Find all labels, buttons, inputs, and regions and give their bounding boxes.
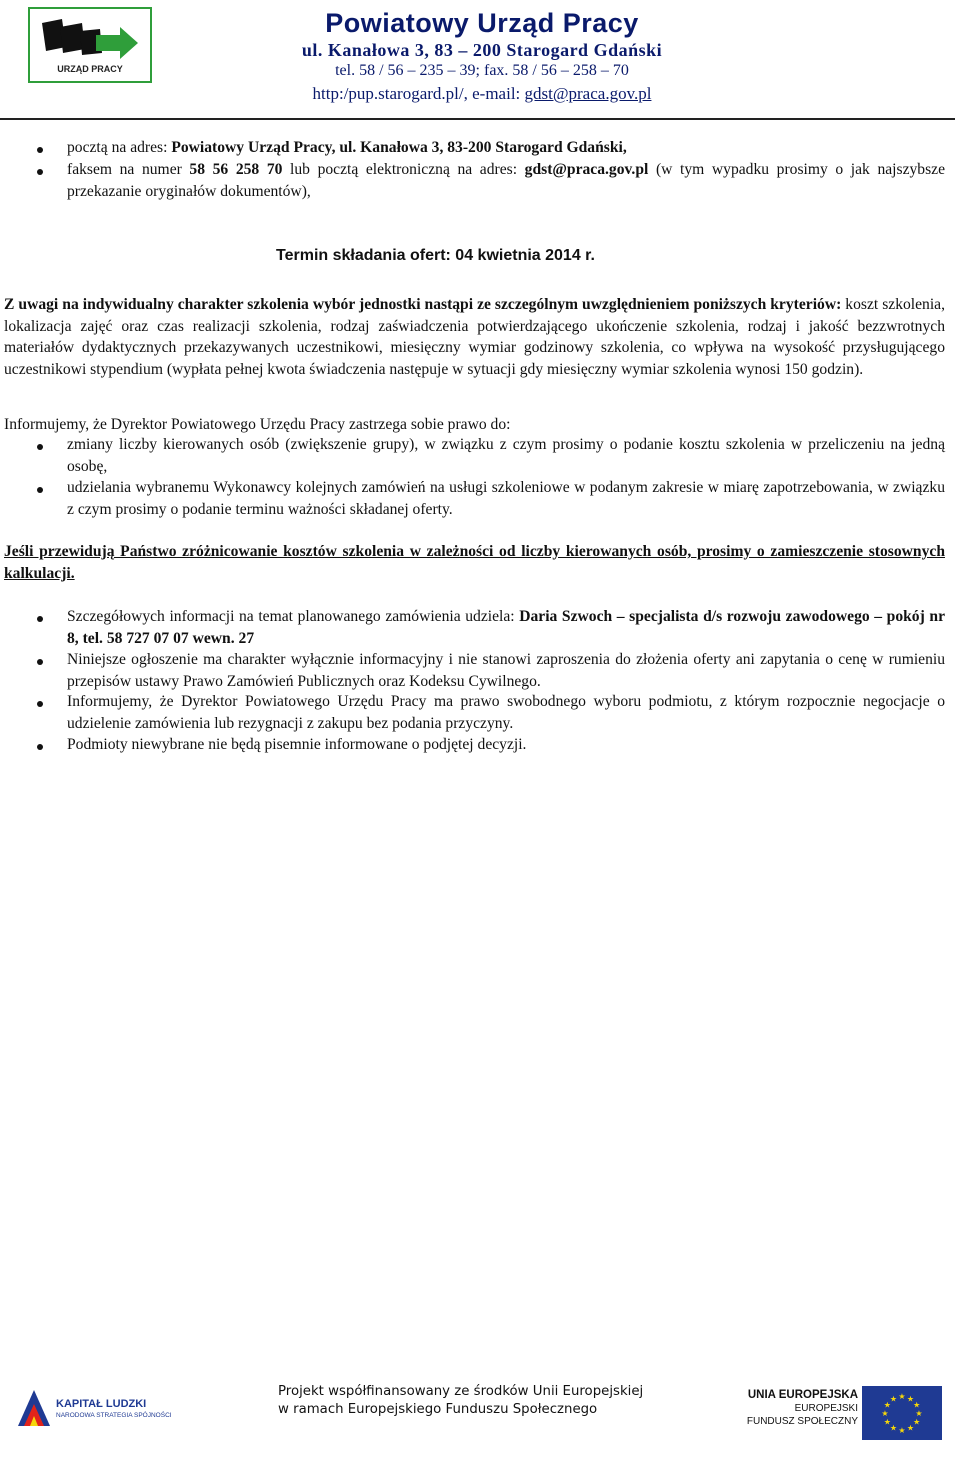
eu-star-icon: ★	[889, 1394, 898, 1404]
email-address: gdst@praca.gov.pl	[524, 161, 649, 178]
eu-label-line-1: UNIA EUROPEJSKA	[747, 1389, 858, 1401]
list-item: zmiany liczby kierowanych osób (zwiększenie grupy), w związku z czym prosimy o podanie kosztu szkolenia w przeliczeniu na jedną osobę,	[67, 436, 945, 475]
eu-flag	[862, 1386, 942, 1440]
eu-star-icon: ★	[906, 1423, 915, 1433]
bullet	[37, 744, 43, 750]
list-item: Niniejsze ogłoszenie ma charakter wyłącznie informacyjny i nie stanowi zaproszenia do złożenia oferty ani zapytania o cenę w rumieniu przepisów ustawy Prawo Zamówień Publicznych oraz Kodeksu Cywilnego.	[67, 651, 945, 690]
bullet	[37, 169, 43, 175]
eu-label	[740, 1388, 858, 1428]
kapital-ludzki-name: KAPITAŁ LUDZKI	[56, 1398, 147, 1410]
rights-heading: Informujemy, że Dyrektor Powiatowego Urzędu Pracy zastrzega sobie prawo do:	[4, 416, 511, 433]
bullet	[37, 616, 43, 622]
eu-star-icon: ★	[889, 1423, 898, 1433]
bullet	[37, 444, 43, 450]
header-phone: tel. 58 / 56 – 235 – 39; fax. 58 / 56 – 258 – 70	[335, 62, 629, 79]
list-item: Podmioty niewybrane nie będą pisemnie informowane o podjętej decyzji.	[67, 736, 527, 753]
header-email-link[interactable]: gdst@praca.gov.pl	[524, 84, 652, 103]
list-item-text: lub pocztą elektroniczną na adres:	[282, 161, 525, 178]
fax-number: 58 56 258 70	[189, 161, 283, 178]
footer-line-2: w ramach Europejskiego Funduszu Społecznego	[278, 1402, 598, 1417]
footer-line-1: Projekt współfinansowany ze środków Unii Europejskiej	[278, 1384, 644, 1399]
header-title: Powiatowy Urząd Pracy	[325, 8, 639, 38]
bullet	[37, 659, 43, 665]
bullet	[37, 487, 43, 493]
criteria-text: koszt szkolenia, lokalizacja zajęć oraz czas realizacji szkolenia, rodzaj zaświadczenia potwierdzającego ukończenie szkolenia, rodzaj i jakość bezzwrotnych materiałów dydaktycznych przekazywanych uczestnikowi, miesięczny wymiar godzinowy szkolenia, co wpływa na wysokość przysługującego uczestnikowi stypendium (wypłata pełnej kwota świadczenia następuje w sytuacji gdy miesięczny wymiar szkolenia wynosi 150 godzin).	[4, 296, 945, 378]
bullet	[37, 701, 43, 707]
list-item-text: (w tym wypadku prosimy o jak najszybsze przekazanie oryginałów dokumentów),	[67, 161, 945, 200]
list-item	[67, 159, 945, 202]
eu-star-icon: ★	[906, 1394, 915, 1404]
eu-label-line-2: EUROPEJSKI	[794, 1403, 858, 1414]
office-logo	[28, 7, 152, 83]
criteria-lead: Z uwagi na indywidualny charakter szkolenia wybór jednostki nastąpi ze szczególnym uwzględnieniem poniższych kryteriów:	[4, 296, 842, 313]
kapital-ludzki-emblem	[14, 1386, 56, 1432]
header-address: ul. Kanałowa 3, 83 – 200 Starogard Gdański	[301, 40, 663, 60]
eu-star-icon: ★	[881, 1409, 889, 1418]
kapital-ludzki-logo	[14, 1386, 184, 1436]
list-item-text: Szczegółowych informacji na temat planowanego zamówienia udziela:	[67, 608, 520, 625]
list-item: udzielania wybranemu Wykonawcy kolejnych zamówień na usługi szkoleniowe w podanym zakresie w miarę zapotrzebowania, w związku z czym prosimy o podanie terminu ważności składanej oferty.	[67, 479, 945, 518]
kapital-ludzki-subtitle: NARODOWA STRATEGIA SPÓJNOŚCI	[56, 1412, 172, 1419]
eu-star-icon: ★	[915, 1409, 923, 1418]
bullet	[37, 147, 43, 153]
list-item-bold: Powiatowy Urząd Pracy, ul. Kanałowa 3, 83-200 Starogard Gdański,	[171, 139, 627, 156]
eu-stars-icon	[862, 1386, 942, 1440]
eu-star-icon: ★	[913, 1417, 921, 1427]
contact-person: Daria Szwoch – specjalista d/s rozwoju zawodowego – pokój nr 8, tel. 58 727 07 07 wewn. 27	[67, 608, 945, 647]
eu-star-icon: ★	[898, 1392, 906, 1401]
header-web-prefix: http:/pup.starogard.pl/, e-mail:	[312, 84, 525, 103]
list-item-text: pocztą na adres:	[67, 139, 172, 156]
eu-star-icon: ★	[883, 1417, 891, 1427]
eu-star-icon: ★	[898, 1426, 906, 1435]
list-item	[67, 606, 945, 649]
eu-star-icon: ★	[913, 1400, 921, 1410]
criteria-paragraph	[4, 294, 945, 380]
calculation-note: Jeśli przewidują Państwo zróżnicowanie kosztów szkolenia w zależności od liczby kierowanych osób, prosimy o zamieszczenie stosownych kalkulacji.	[4, 543, 945, 582]
list-item	[67, 137, 945, 159]
eu-label-line-3: FUNDUSZ SPOŁECZNY	[746, 1416, 858, 1427]
offer-deadline: Termin składania ofert: 04 kwietnia 2014 r.	[276, 247, 595, 264]
header-web	[170, 84, 794, 104]
logo-text: URZĄD PRACY	[57, 64, 123, 74]
list-item-text: faksem na numer	[67, 161, 190, 178]
header-divider	[0, 118, 955, 120]
eu-star-icon: ★	[883, 1400, 891, 1410]
list-item: Informujemy, że Dyrektor Powiatowego Urzędu Pracy ma prawo swobodnego wyboru podmiotu, z którym rozpocznie negocjacje o udzielenie zamówienia lub rezygnacji z zakupu bez podania przyczyny.	[67, 693, 945, 732]
